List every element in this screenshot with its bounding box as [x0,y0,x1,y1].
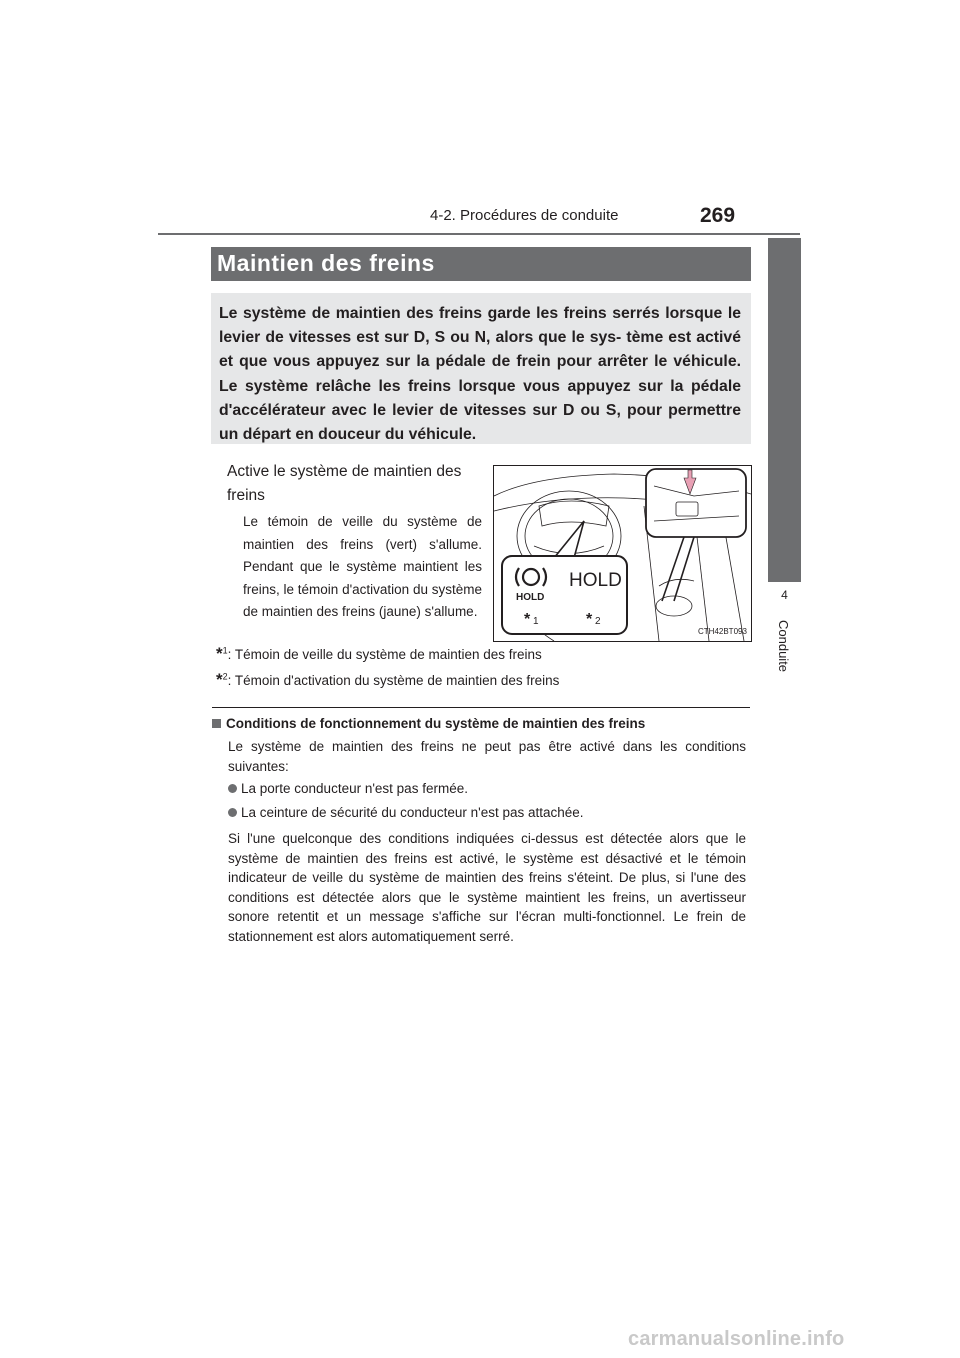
section-heading-text: Conditions de fonctionnement du système de maintien des freins [226,716,646,731]
meter-cluster [539,501,609,526]
bullet-item [228,805,584,820]
figure-code: CTH42BT093 [698,627,747,636]
step-description: Le témoin de veille du système de maintien des freins (vert) s'allume. Pendant que le système maintient les freins, le témoin d'activation du système de maintien des freins (jaune) s'allume. [243,514,482,619]
square-bullet-icon [212,719,221,728]
console-detail-line [659,579,694,586]
marker-2-number: 2 [595,616,601,627]
side-tab-label: Conduite [776,620,791,673]
marker-1-number: 1 [533,616,539,627]
dashboard-illustration [494,466,751,641]
marker-2-star: * [586,611,593,628]
bullet-item [228,781,468,796]
footnote-star: * [216,644,223,663]
section-heading [212,716,645,731]
footnote-text: : Témoin d'activation du système de maintien des freins [227,673,560,688]
bullet-text: La porte conducteur n'est pas fermée. [241,781,468,796]
circle-bullet-icon [228,808,237,817]
header-rule [158,233,800,235]
hold-switch-figure [493,465,752,642]
section-paragraph-2: Si l'une quelconque des conditions indiquées ci-dessus est détectée alors que le système de maintien des freins est activé, le système est désactivé et le témoin indicateur de veille du système de maintien des freins s'éteint. De plus, si l'une des conditions est détectée alors que le système maintient les freins, un avertisseur sonore retentit et un message s'affiche sur l'écran multi-fonctionnel. Le frein de stationnement est alors automatiquement serré. [228,831,746,944]
marker-1-star: * [524,611,531,628]
chapter-side-tab [768,238,801,582]
intro-text: Le système de maintien des freins garde les freins serrés lorsque le levier de vitesses est sur D, S ou N, alors que le sys- tème est activé et que vous appuyez sur la pédale de frein pour arrêter le véhicule. Le système relâche les freins lorsque vous appuyez sur la pédale d'accélérateur avec le levier de vitesses sur D ou S, pour permettre un départ en douceur du véhicule. [219,305,741,444]
callout-pointer-switch [674,537,694,601]
section-paragraph-1: Le système de maintien des freins ne peut pas être activé dans les conditions suivantes: [228,739,746,774]
hold-large-label: HOLD [569,570,622,591]
footnote-number: 1 [222,645,228,656]
watermark: carmanualsonline.info [628,1328,845,1350]
page-title: Maintien des freins [217,250,435,276]
footnote-1 [216,644,542,664]
side-tab-number: 4 [781,588,788,602]
right-edge-line [724,526,744,641]
circle-bullet-icon [228,784,237,793]
chapter-reference: 4-2. Procédures de conduite [430,207,619,224]
footnote-2 [216,670,559,690]
footnote-number: 2 [222,671,228,682]
bullet-text: La ceinture de sécurité du conducteur n'est pas attachée. [241,805,584,820]
hold-small-label: HOLD [516,592,545,603]
callout-pointer-switch-2 [662,537,684,601]
footnote-star: * [216,670,223,689]
section-rule [212,707,750,708]
switch-callout-box [646,469,746,537]
footnote-text: : Témoin de veille du système de maintien des freins [227,647,542,662]
step-title: Active le système de maintien des freins [227,463,462,504]
page-number: 269 [700,204,736,227]
